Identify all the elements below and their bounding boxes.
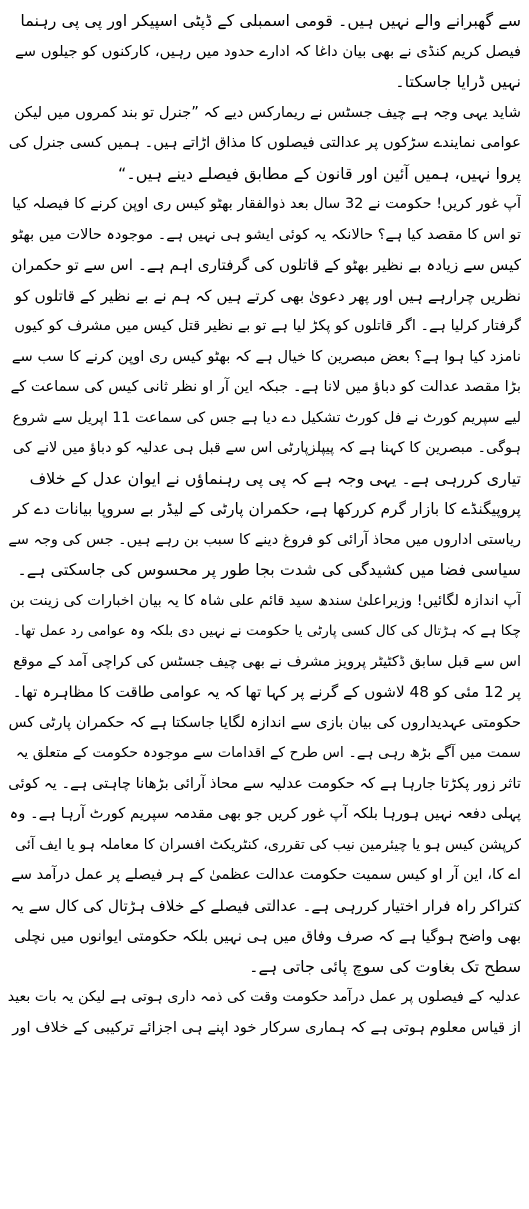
article-line: کتراکر راہ فرار اختیار کررہی ہے۔ عدالتی فیصلے کے خلاف ہڑتال کی کال سے یہ [10, 896, 521, 915]
article-line: کرپشن کیس ہو یا چیئرمین نیب کی تقرری، کنٹریکٹ افسران کا معاملہ ہو یا ایف آئی [14, 836, 521, 853]
article-line: بھی واضح ہوگیا ہے کہ صرف وفاق میں ہی نہیں بلکہ حکومتی ایوانوں میں نچلی [14, 927, 521, 945]
article-line: سے گھبرانے والے نہیں ہیں۔ قومی اسمبلی کے ڈپٹی اسپیکر اور پی پی رہنما [20, 11, 521, 30]
article-line: اس سے قبل سابق ڈکٹیٹر پرویز مشرف نے بھی چیف جسٹس کی کراچی آمد کے موقع [13, 653, 521, 670]
article-line: نظریں چرارہے ہیں اور پھر دعویٰ بھی کرتے ہیں کہ ہم نے بے نظیر کے قاتلوں کو [14, 286, 521, 305]
article-line: چکا ہے کہ ہڑتال کی کال کسی پارٹی یا حکومت نے نہیں دی بلکہ وہ عوامی رد عمل تھا۔ [12, 623, 521, 639]
article-line: سطح تک بغاوت کی سوچ پائی جاتی ہے۔ [249, 956, 521, 976]
article-line: سیاسی فضا میں کشیدگی کی شدت بجا طور پر محسوس کی جاسکتی ہے۔ [17, 560, 521, 579]
article-line: حکومتی عہدیداروں کی بیان بازی سے اندازہ لگایا جاسکتا ہے کہ حکمران پارٹی کس [8, 713, 521, 731]
article-line: ریاستی اداروں میں محاذ آرائی کو فروغ دینے کا سبب بن رہے ہیں۔ جس کی وجہ سے [8, 531, 521, 548]
article-line: ہوگی۔ مبصرین کا کہنا ہے کہ پیپلزپارٹی اس سے قبل ہی عدلیہ کو دباؤ میں لانے کی [12, 440, 521, 456]
article-line: سمت میں آگے بڑھ رہی ہے۔ اس طرح کے اقدامات سے موجودہ حکومت کے متعلق یہ [15, 745, 521, 761]
article-line: عوامی نمایندے سڑکوں پر عدالتی فیصلوں کا مذاق اڑاتے ہیں۔ ہمیں کسی جنرل کی [8, 134, 521, 151]
article-line: فیصل کریم کنڈی نے بھی بیان داغا کہ ادارے حدود میں رہیں، کارکنوں کو جیلوں سے [15, 42, 521, 60]
article-line: تاثر زور پکڑتا جارہا ہے کہ حکومت عدلیہ سے محاذ آرائی بڑھانا چاہتی ہے۔ یہ کوئی [8, 774, 521, 792]
article-line: آپ اندازہ لگائیں! وزیراعلیٰ سندھ سید قائم علی شاہ کا یہ بیان اخبارات کی زینت بن [9, 592, 521, 609]
article-line: پروا نہیں، ہمیں آئین اور قانون کے مطابق فیصلے دینے ہیں۔“ [118, 163, 521, 183]
article-line: کیس سے زیادہ بے نظیر بھٹو کے قاتلوں کی گرفتاری اہم ہے۔ اس سے تو حکمران [11, 256, 521, 274]
article-line: نہیں ڈرایا جاسکتا۔ [395, 72, 521, 91]
article-line: پر 12 مئی کو 48 لاشوں کے گرنے پر کہا تھا کہ یہ عوامی طاقت کا مظاہرہ تھا۔ [12, 683, 521, 701]
article-line: آپ غور کریں! حکومت نے 32 سال بعد ذوالفقار بھٹو کیس ری اوپن کرنے کا فیصلہ کیا [12, 196, 521, 212]
article-line: بڑا مقصد عدالت کو دباؤ میں لانا ہے۔ جبکہ این آر او نظر ثانی کیس کی سماعت کے [10, 378, 521, 395]
article-line: لیے سپریم کورٹ نے فل کورٹ تشکیل دے دیا ہے جس کی سماعت 11 اپریل سے شروع [12, 409, 521, 426]
article-line: عدلیہ کے فیصلوں پر عمل درآمد حکومت وقت کی ذمہ داری ہوتی ہے لیکن یہ بات بعید [8, 989, 521, 1005]
article-line: تیاری کررہی ہے۔ یہی وجہ ہے کہ پی پی رہنماؤں نے ایوان عدل کے خلاف [29, 468, 521, 488]
article-line: گرفتار کرلیا ہے۔ اگر قاتلوں کو پکڑ لیا ہے تو بے نظیر قتل کیس میں مشرف کو کیوں [14, 318, 521, 334]
article-line: اے کا، این آر او کیس سمیت حکومت عدالت عظمیٰ کے ہر فیصلے پر عمل درآمد سے [10, 866, 521, 883]
article-line: تو اس کا مقصد کیا ہے؟ حالانکہ یہ کوئی ایشو ہی نہیں ہے۔ موجودہ حالات میں بھٹو [11, 226, 521, 243]
article-line: نامزد کیا ہوا ہے؟ بعض مبصرین کا خیال ہے کہ بھٹو کیس ری اوپن کرنے کا سب سے [11, 347, 521, 365]
article-line: پہلی دفعہ نہیں ہورہا بلکہ آپ غور کریں جو بھی مقدمہ سپریم کورٹ آرہا ہے۔ وہ [9, 805, 521, 822]
article-line: شاید یہی وجہ ہے چیف جسٹس نے ریمارکس دیے کہ ”جنرل تو بند کمروں میں لیکن [13, 103, 521, 121]
article-line: از قیاس معلوم ہوتی ہے کہ ہماری سرکار خود اپنے ہی اجزائے ترکیبی کے خلاف اور [12, 1018, 521, 1036]
article-line: پروپیگنڈے کا بازار گرم کررکھا ہے، حکمران پارٹی کے لیڈر بے سروپا بیانات دے کر [13, 500, 521, 518]
